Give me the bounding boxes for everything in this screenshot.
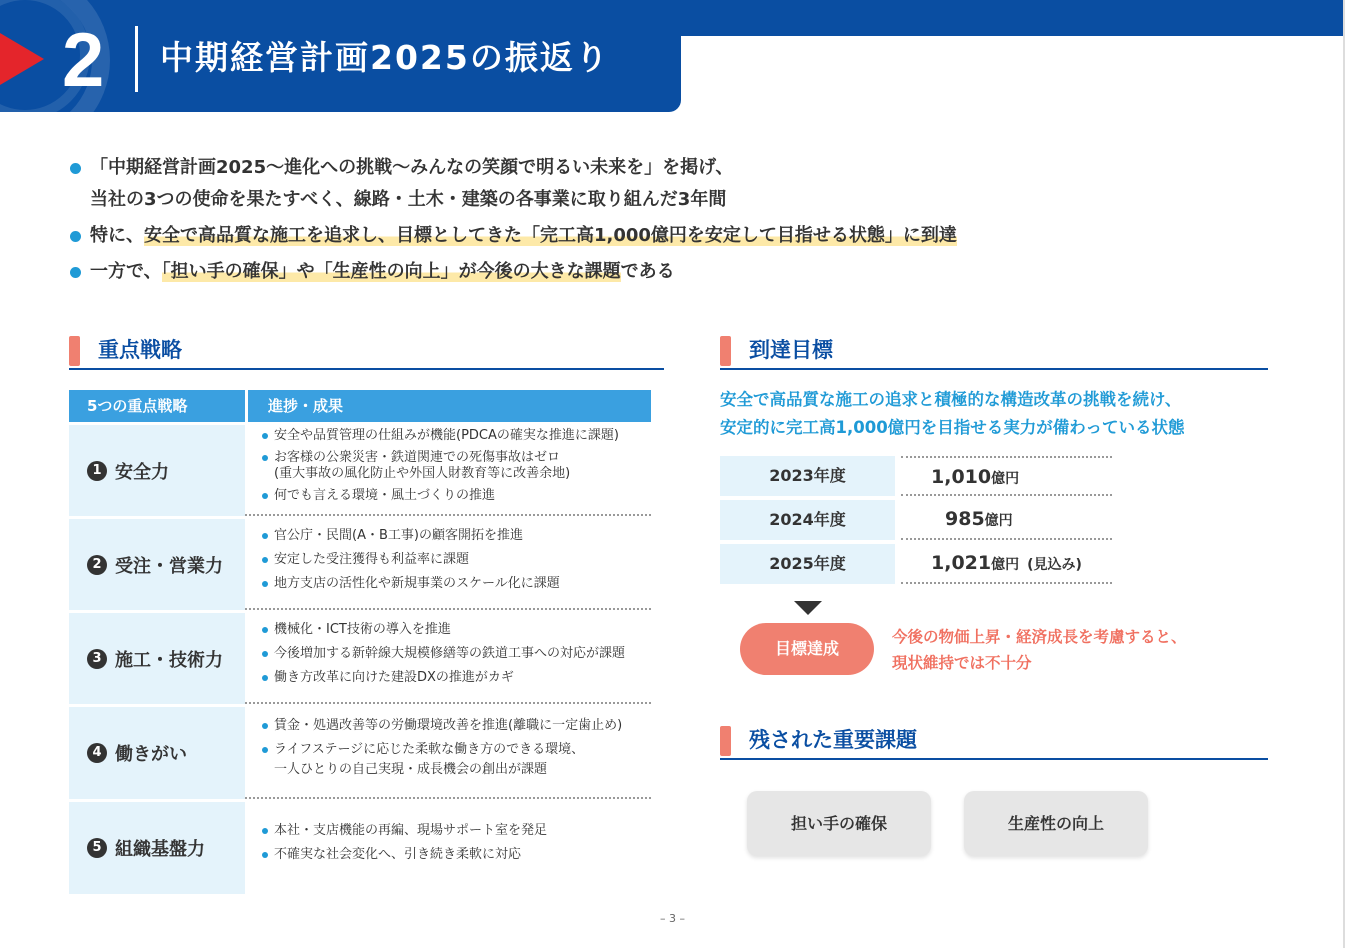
bullet-icon [70,231,81,242]
progress-item: 今後増加する新幹線大規模修繕等の鉄道工事への対応が課題 [262,646,651,662]
strategy-name: 働きがい [115,744,187,765]
table-row [69,516,651,610]
issues-heading [720,724,1268,760]
bullet-icon [262,723,268,729]
strategy-name: 安全力 [115,461,169,483]
result-year: 2025年度 [720,544,895,588]
target-desc-line: 安全で高品質な施工の追求と積極的な構造改革の挑戦を続け、 [720,390,1182,409]
strategy-progress-cell [245,422,651,516]
progress-item: お客様の公衆災害・鉄道関連での死傷事故はゼロ [262,450,651,466]
strategy-heading [69,334,664,370]
result-value: 1,021億円 (見込み) [931,552,1082,574]
section-title: 残された重要課題 [749,728,917,752]
strategy-name-cell [69,704,245,799]
strategy-name-cell [69,799,245,894]
result-value-cell [901,500,1112,540]
bullet-icon [262,675,268,681]
strategy-name: 施工・技術力 [115,649,223,671]
strategy-progress-cell [245,516,651,610]
page-title: 中期経営計画2025の振返り [160,38,610,77]
result-row [720,500,1112,544]
target-heading [720,334,1268,370]
bullet-icon [262,627,268,633]
result-value: 985億円 [945,508,1013,530]
results-table [720,456,1112,588]
bullet-icon [262,455,268,461]
strategy-number: 2 [87,555,107,575]
progress-item: 働き方改革に向けた建設DXの推進がカギ [262,670,651,686]
heading-bar-icon [720,336,731,366]
bullet-icon [262,747,268,753]
bullet-icon [262,651,268,657]
intro-text: 「中期経営計画2025〜進化への挑戦〜みんなの笑顔で明るい未来を」を掲げ、 [90,157,734,178]
strategy-number: 1 [87,461,107,481]
achieved-badge: 目標達成 [740,623,874,675]
intro-highlight: 安全で高品質な施工を追求し、目標としてきた「完工高1,000億円を安定して目指せる状態」に到達 [144,225,957,246]
intro-item [70,220,1070,252]
progress-item: (重大事故の風化防止や外国人財教育等に改善余地) [274,466,571,481]
bullet-icon [262,852,268,858]
intro-text: 一方で、 [90,261,162,282]
intro-highlight: 「担い手の確保」や「生産性の向上」が今後の大きな課題 [161,261,621,282]
intro-text: である [620,261,675,282]
down-arrow-icon [794,601,822,615]
progress-item: 安定した受注獲得も利益率に課題 [262,552,651,568]
section-title: 重点戦略 [98,338,182,362]
strategy-name-cell [69,610,245,704]
issue-card: 生産性の向上 [964,791,1148,856]
bullet-icon [262,557,268,563]
table-row [69,799,651,894]
strategy-progress-cell [245,610,651,704]
strategy-name-cell [69,422,245,516]
table-row [69,704,651,799]
strategy-progress-cell [245,799,651,894]
note-line: 今後の物価上昇・経済成長を考慮すると、 [892,628,1187,646]
progress-item: 一人ひとりの自己実現・成長機会の創出が課題 [274,762,548,777]
bullet-icon [262,581,268,587]
issue-card: 担い手の確保 [747,791,931,856]
progress-item: 賃金・処遇改善等の労働環境改善を推進(離職に一定歯止め) [262,718,651,734]
strategy-number: 4 [87,743,107,763]
strategy-number: 5 [87,838,107,858]
page-number: – 3 – [660,912,685,925]
strategy-name-cell [69,516,245,610]
progress-item: 官公庁・民間(A・B工事)の顧客開拓を推進 [262,528,651,544]
result-year: 2023年度 [720,456,895,500]
header-tab [0,0,681,112]
table-row [69,422,651,516]
achieved-note [892,624,1187,676]
progress-item: 安全や品質管理の仕組みが機能(PDCAの確実な推進に課題) [262,428,651,444]
strategy-table [69,390,651,894]
intro-item [70,256,1070,288]
progress-item: 不確実な社会変化へ、引き続き柔軟に対応 [262,847,651,863]
intro-item [70,152,1070,216]
result-year: 2024年度 [720,500,895,544]
strategy-name: 組織基盤力 [115,839,205,860]
progress-item: 地方支店の活性化や新規事業のスケール化に課題 [262,576,651,592]
intro-bullets [70,152,1070,292]
heading-bar-icon [69,336,80,366]
intro-text: 特に、 [90,225,144,246]
bullet-icon [70,163,81,174]
bullet-icon [262,828,268,834]
result-row [720,456,1112,500]
strategy-number: 3 [87,649,107,669]
target-desc-line: 安定的に完工高1,000億円を目指せる実力が備わっている状態 [720,418,1185,437]
bullet-icon [70,267,81,278]
result-value-cell [901,456,1112,496]
result-row [720,544,1112,588]
red-arrow-icon [0,33,44,85]
progress-item: ライフステージに応じた柔軟な働き方のできる環境、 [262,742,651,758]
strategy-name: 受注・営業力 [115,555,223,577]
header-divider [135,26,138,92]
result-value: 1,010億円 [931,466,1020,488]
chapter-number: 2 [62,18,105,103]
column-header: 進捗・成果 [248,390,651,422]
result-value-cell [901,544,1112,584]
bullet-icon [262,493,268,499]
column-header: 5つの重点戦略 [69,390,245,422]
bullet-icon [262,433,268,439]
table-header [69,390,651,422]
intro-text: 当社の3つの使命を果たすべく、線路・土木・建築の各事業に取り組んだ3年間 [90,189,727,210]
strategy-progress-cell [245,704,651,799]
progress-item: 本社・支店機能の再編、現場サポート室を発足 [262,823,651,839]
note-line: 現状維持では不十分 [892,654,1032,672]
section-title: 到達目標 [749,338,833,362]
progress-item: 機械化・ICT技術の導入を推進 [262,622,651,638]
target-description [720,386,1185,442]
table-row [69,610,651,704]
heading-bar-icon [720,726,731,756]
progress-item: 何でも言える環境・風土づくりの推進 [262,488,651,504]
bullet-icon [262,533,268,539]
